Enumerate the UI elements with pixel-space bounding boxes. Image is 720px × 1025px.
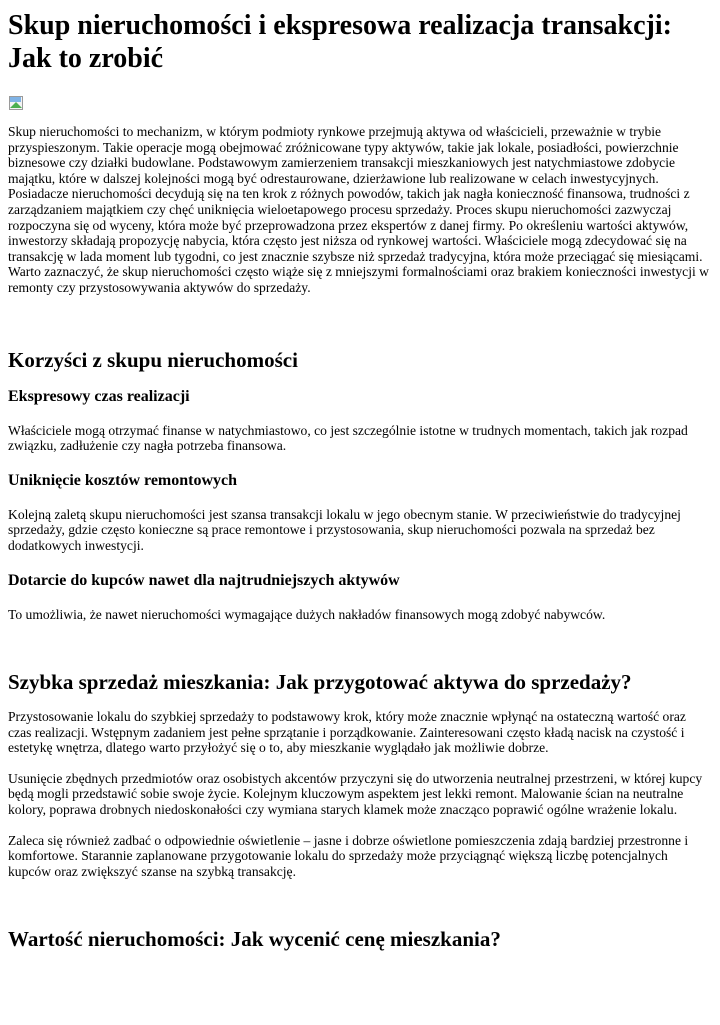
broken-image-icon [8, 95, 24, 111]
subheading-renovation-costs: Uniknięcie kosztów remontowych [8, 471, 238, 489]
paragraph-quick-sale-1: Przystosowanie lokalu do szybkiej sprzedaży to podstawowy krok, który może znacznie wpłynąć na ostateczną wartość oraz czas realizacji. Wstępnym zadaniem jest pełne sprzątanie i porządkowanie. Zainteresowani często kładą nacisk na czystość i estetykę wnętrza, dlatego warto przyłożyć się o to, aby mieszkanie wyglądało jak możliwie dobrze. [8, 709, 686, 756]
section-heading-quick-sale: Szybka sprzedaż mieszkania: Jak przygotować aktywa do sprzedaży? [8, 670, 632, 695]
section-heading-benefits: Korzyści z skupu nieruchomości [8, 347, 298, 372]
paragraph-quick-sale-3: Zaleca się również zadbać o odpowiednie oświetlenie – jasne i dobrze oświetlone pomieszczenia zdają bardziej przestronne i komfortowe. Starannie zaplanowane przygotowanie lokalu do sprzedaży może przyciągnąć większą liczbę potencjalnych kupców oraz zwiększyć szanse na szybką transakcję. [8, 832, 689, 879]
section-heading-valuation: Wartość nieruchomości: Jak wycenić cenę mieszkania? [8, 927, 501, 952]
paragraph-renovation-costs: Kolejną zaletą skupu nieruchomości jest szansa transakcji lokalu w jego obecnym stanie. W przeciwieństwie do tradycyjnej sprzedaży, gdzie często konieczne są prace remontowe i przystosowania, skup nieruchomości pozwala na sprzedaż bez dodatkowych inwestycji. [8, 506, 681, 553]
paragraph-reaching-buyers: To umożliwia, że nawet nieruchomości wymagające dużych nakładów finansowych mogą zdobyć nabywców. [8, 606, 606, 622]
article [0, 8, 720, 951]
intro-paragraph: Skup nieruchomości to mechanizm, w którym podmioty rynkowe przejmują aktywa od właścicieli, przeważnie w trybie przyspieszonym. Takie operacje mogą obejmować zróżnicowane typy aktywów, takie jak lokale, posiadłości, powierzchnie biznesowe czy działki budowlane. Podstawowym zamierzeniem transakcji mieszkaniowych jest natychmiastowe zdobycie majątku, które w dalszej kolejności mogą być odrestaurowane, dzierżawione lub realizowane w celach inwestycyjnych. Posiadacze nieruchomości decydują się na ten krok z różnych powodów, takich jak nagła konieczność finansowa, trudności z zarządzaniem majątkiem czy chęć uniknięcia wieloetapowego procesu sprzedaży. Proces skupu nieruchomości zazwyczaj rozpoczyna się od wyceny, która może być przeprowadzona przez ekspertów z danej firmy. Po określeniu wartości aktywów, inwestorzy składają propozycję nabycia, która często jest niższa od rynkowej wartości. Właściciele mogą zdecydować się na transakcję w lada moment lub tygodni, co jest znacznie szybsze niż sprzedaż tradycyjna, która może przeciągać się miesiącami. Warto zaznaczyć, że skup nieruchomości często wiąże się z mniejszymi formalnościami oraz brakiem konieczności inwestycji w remonty czy przystosowywania aktywów do sprzedaży. [8, 124, 709, 295]
page-title: Skup nieruchomości i ekspresowa realizacja transakcji: Jak to zrobić [8, 10, 672, 74]
paragraph-quick-sale-2: Usunięcie zbędnych przedmiotów oraz osobistych akcentów przyczyni się do utworzenia neutralnej przestrzeni, w której kupcy będą mogli przedstawić sobie swoje życie. Kolejnym kluczowym aspektem jest lekki remont. Malowanie ścian na neutralne kolory, poprawa drobnych niedoskonałości czy wymiana starych klamek może znacząco poprawić ogólne wrażenie lokalu. [8, 770, 703, 818]
paragraph-express-time: Właściciele mogą otrzymać finanse w natychmiastowo, co jest szczególnie istotne w trudnych momentach, takich jak rozpad związku, zadłużenie czy nagła potrzeba finansowa. [8, 422, 688, 454]
subheading-express-time: Ekspresowy czas realizacji [8, 387, 190, 405]
subheading-reaching-buyers: Dotarcie do kupców nawet dla najtrudniejszych aktywów [8, 571, 400, 589]
